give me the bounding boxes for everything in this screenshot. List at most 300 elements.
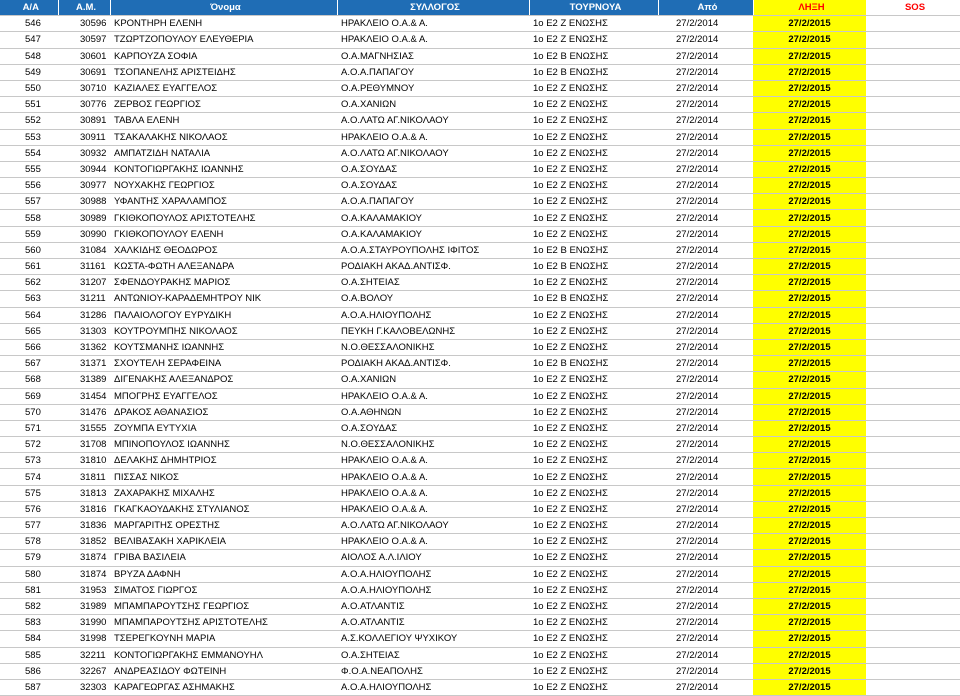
row-aa: 578 [0, 534, 58, 550]
row-club: Ο.Α.ΒΟΛΟΥ [337, 291, 529, 307]
table-row [0, 372, 960, 388]
row-from: 27/2/2014 [658, 420, 753, 436]
table-row [0, 129, 960, 145]
row-club: ΗΡΑΚΛΕΙΟ Ο.Α.& Α. [337, 469, 529, 485]
row-name: ΒΡΥΖΑ ΔΑΦΝΗ [110, 566, 337, 582]
row-name: ΑΝΔΡΕΑΣΙΔΟΥ ΦΩΤΕΙΝΗ [110, 663, 337, 679]
row-am: 32303 [58, 679, 110, 695]
row-name: ΜΑΡΓΑΡΙΤΗΣ ΟΡΕΣΤΗΣ [110, 518, 337, 534]
row-from: 27/2/2014 [658, 129, 753, 145]
row-am: 31953 [58, 582, 110, 598]
row-expiry: 27/2/2015 [753, 566, 866, 582]
row-sos [866, 226, 960, 242]
row-club: ΡΟΔΙΑΚΗ ΑΚΑΔ.ΑΝΤΙΣΦ. [337, 259, 529, 275]
row-aa: 557 [0, 194, 58, 210]
row-name: ΔΕΛΑΚΗΣ ΔΗΜΗΤΡΙΟΣ [110, 453, 337, 469]
row-name: ΖΑΧΑΡΑΚΗΣ ΜΙΧΑΛΗΣ [110, 485, 337, 501]
row-sos [866, 372, 960, 388]
row-aa: 576 [0, 501, 58, 517]
row-sos [866, 679, 960, 695]
table-row [0, 64, 960, 80]
row-sos [866, 501, 960, 517]
row-am: 31555 [58, 420, 110, 436]
row-aa: 558 [0, 210, 58, 226]
table-row [0, 97, 960, 113]
row-sos [866, 566, 960, 582]
table-row [0, 275, 960, 291]
row-sos [866, 178, 960, 194]
row-am: 30891 [58, 113, 110, 129]
row-am: 31303 [58, 323, 110, 339]
row-expiry: 27/2/2015 [753, 113, 866, 129]
row-club: ΗΡΑΚΛΕΙΟ Ο.Α.& Α. [337, 32, 529, 48]
row-tournament: 1ο Ε2 Ζ ΕΝΩΣΗΣ [529, 469, 658, 485]
row-sos [866, 48, 960, 64]
row-from: 27/2/2014 [658, 647, 753, 663]
row-name: ΓΚΑΓΚΑΟΥΔΑΚΗΣ ΣΤΥΛΙΑΝΟΣ [110, 501, 337, 517]
row-expiry: 27/2/2015 [753, 420, 866, 436]
table-row [0, 582, 960, 598]
table-row [0, 339, 960, 355]
row-club: Α.Ο.Α.ΗΛΙΟΥΠΟΛΗΣ [337, 307, 529, 323]
table-row [0, 566, 960, 582]
row-tournament: 1ο Ε2 Ζ ΕΝΩΣΗΣ [529, 518, 658, 534]
row-name: ΥΦΑΝΤΗΣ ΧΑΡΑΛΑΜΠΟΣ [110, 194, 337, 210]
row-club: Α.Ο.Α.ΗΛΙΟΥΠΟΛΗΣ [337, 566, 529, 582]
row-expiry: 27/2/2015 [753, 64, 866, 80]
table-row [0, 16, 960, 32]
row-am: 31476 [58, 404, 110, 420]
table-row [0, 679, 960, 695]
row-aa: 580 [0, 566, 58, 582]
row-club: Ο.Α.ΧΑΝΙΩΝ [337, 97, 529, 113]
row-am: 31811 [58, 469, 110, 485]
row-aa: 587 [0, 679, 58, 695]
row-expiry: 27/2/2015 [753, 469, 866, 485]
row-club: Α.Ο.ΑΤΛΑΝΤΙΣ [337, 598, 529, 614]
row-from: 27/2/2014 [658, 113, 753, 129]
row-tournament: 1ο Ε2 Ζ ΕΝΩΣΗΣ [529, 437, 658, 453]
row-from: 27/2/2014 [658, 64, 753, 80]
header-from: Από [658, 0, 753, 16]
row-name: ΚΑΖΙΑΛΕΣ ΕΥΑΓΓΕΛΟΣ [110, 80, 337, 96]
row-aa: 547 [0, 32, 58, 48]
row-name: ΜΠΟΓΡΗΣ ΕΥΑΓΓΕΛΟΣ [110, 388, 337, 404]
row-from: 27/2/2014 [658, 16, 753, 32]
table-row [0, 32, 960, 48]
row-aa: 573 [0, 453, 58, 469]
row-from: 27/2/2014 [658, 404, 753, 420]
table-row [0, 550, 960, 566]
row-sos [866, 80, 960, 96]
table-row [0, 178, 960, 194]
row-name: ΣΙΜΑΤΟΣ ΓΙΩΡΓΟΣ [110, 582, 337, 598]
row-club: Α.Ο.Α.ΣΤΑΥΡΟΥΠΟΛΗΣ ΙΦΙΤΟΣ [337, 242, 529, 258]
row-name: ΔΙΓΕΝΑΚΗΣ ΑΛΕΞΑΝΔΡΟΣ [110, 372, 337, 388]
row-club: ΗΡΑΚΛΕΙΟ Ο.Α.& Α. [337, 16, 529, 32]
row-am: 30977 [58, 178, 110, 194]
row-name: ΚΡΟΝΤΗΡΗ ΕΛΕΝΗ [110, 16, 337, 32]
row-from: 27/2/2014 [658, 210, 753, 226]
row-club: ΗΡΑΚΛΕΙΟ Ο.Α.& Α. [337, 388, 529, 404]
row-expiry: 27/2/2015 [753, 145, 866, 161]
row-aa: 571 [0, 420, 58, 436]
row-sos [866, 275, 960, 291]
row-tournament: 1ο Ε2 Ζ ΕΝΩΣΗΣ [529, 647, 658, 663]
table-row [0, 80, 960, 96]
row-club: Α.Ο.ΑΤΛΑΝΤΙΣ [337, 615, 529, 631]
row-tournament: 1ο Ε2 Β ΕΝΩΣΗΣ [529, 48, 658, 64]
row-am: 31874 [58, 550, 110, 566]
row-tournament: 1ο Ε2 Ζ ΕΝΩΣΗΣ [529, 420, 658, 436]
row-tournament: 1ο Ε2 Ζ ΕΝΩΣΗΣ [529, 323, 658, 339]
row-tournament: 1ο Ε2 Β ΕΝΩΣΗΣ [529, 259, 658, 275]
row-from: 27/2/2014 [658, 501, 753, 517]
row-from: 27/2/2014 [658, 242, 753, 258]
row-from: 27/2/2014 [658, 388, 753, 404]
row-from: 27/2/2014 [658, 485, 753, 501]
row-expiry: 27/2/2015 [753, 323, 866, 339]
row-club: ΗΡΑΚΛΕΙΟ Ο.Α.& Α. [337, 129, 529, 145]
row-sos [866, 16, 960, 32]
row-name: ΚΟΝΤΟΓΙΩΡΓΑΚΗΣ ΙΩΑΝΝΗΣ [110, 161, 337, 177]
row-tournament: 1ο Ε2 Ζ ΕΝΩΣΗΣ [529, 615, 658, 631]
row-am: 31161 [58, 259, 110, 275]
row-tournament: 1ο Ε2 Ζ ΕΝΩΣΗΣ [529, 453, 658, 469]
row-aa: 556 [0, 178, 58, 194]
row-aa: 574 [0, 469, 58, 485]
table-row [0, 242, 960, 258]
row-am: 30597 [58, 32, 110, 48]
row-aa: 554 [0, 145, 58, 161]
row-sos [866, 307, 960, 323]
table-row [0, 404, 960, 420]
row-club: Ν.Ο.ΘΕΣΣΑΛΟΝΙΚΗΣ [337, 339, 529, 355]
row-from: 27/2/2014 [658, 161, 753, 177]
row-am: 30691 [58, 64, 110, 80]
row-tournament: 1ο Ε2 Ζ ΕΝΩΣΗΣ [529, 129, 658, 145]
row-am: 30710 [58, 80, 110, 96]
row-am: 31389 [58, 372, 110, 388]
row-tournament: 1ο Ε2 Ζ ΕΝΩΣΗΣ [529, 80, 658, 96]
row-name: ΓΚΙΘΚΟΠΟΥΛΟΣ ΑΡΙΣΤΟΤΕΛΗΣ [110, 210, 337, 226]
row-am: 30596 [58, 16, 110, 32]
row-name: ΑΝΤΩΝΙΟΥ-ΚΑΡΑΔΕΜΗΤΡΟΥ ΝΙΚ [110, 291, 337, 307]
row-from: 27/2/2014 [658, 550, 753, 566]
row-sos [866, 259, 960, 275]
row-am: 31286 [58, 307, 110, 323]
row-aa: 585 [0, 647, 58, 663]
row-name: ΠΑΛΑΙΟΛΟΓΟΥ ΕΥΡΥΔΙΚΗ [110, 307, 337, 323]
row-expiry: 27/2/2015 [753, 48, 866, 64]
row-club: ΗΡΑΚΛΕΙΟ Ο.Α.& Α. [337, 485, 529, 501]
row-sos [866, 404, 960, 420]
row-sos [866, 194, 960, 210]
row-name: ΧΑΛΚΙΔΗΣ ΘΕΟΔΩΡΟΣ [110, 242, 337, 258]
row-am: 30944 [58, 161, 110, 177]
table-row [0, 518, 960, 534]
row-aa: 583 [0, 615, 58, 631]
row-tournament: 1ο Ε2 Ζ ΕΝΩΣΗΣ [529, 113, 658, 129]
row-sos [866, 598, 960, 614]
row-name: ΜΠΑΜΠΑΡΟΥΤΣΗΣ ΓΕΩΡΓΙΟΣ [110, 598, 337, 614]
row-aa: 550 [0, 80, 58, 96]
row-sos [866, 388, 960, 404]
row-from: 27/2/2014 [658, 275, 753, 291]
row-from: 27/2/2014 [658, 339, 753, 355]
row-tournament: 1ο Ε2 Ζ ΕΝΩΣΗΣ [529, 534, 658, 550]
row-sos [866, 145, 960, 161]
row-tournament: 1ο Ε2 Ζ ΕΝΩΣΗΣ [529, 145, 658, 161]
row-expiry: 27/2/2015 [753, 501, 866, 517]
table-row [0, 113, 960, 129]
row-tournament: 1ο Ε2 Ζ ΕΝΩΣΗΣ [529, 388, 658, 404]
row-club: Ο.Α.ΑΘΗΝΩΝ [337, 404, 529, 420]
row-from: 27/2/2014 [658, 307, 753, 323]
row-sos [866, 663, 960, 679]
row-sos [866, 97, 960, 113]
row-expiry: 27/2/2015 [753, 647, 866, 663]
table-row [0, 323, 960, 339]
row-am: 31998 [58, 631, 110, 647]
row-name: ΤΣΑΚΑΛΑΚΗΣ ΝΙΚΟΛΑΟΣ [110, 129, 337, 145]
row-tournament: 1ο Ε2 Ζ ΕΝΩΣΗΣ [529, 631, 658, 647]
row-aa: 562 [0, 275, 58, 291]
row-expiry: 27/2/2015 [753, 339, 866, 355]
row-sos [866, 469, 960, 485]
row-tournament: 1ο Ε2 Ζ ΕΝΩΣΗΣ [529, 97, 658, 113]
row-am: 30988 [58, 194, 110, 210]
row-tournament: 1ο Ε2 Ζ ΕΝΩΣΗΣ [529, 582, 658, 598]
row-expiry: 27/2/2015 [753, 404, 866, 420]
row-am: 31836 [58, 518, 110, 534]
row-name: ΓΡΙΒΑ ΒΑΣΙΛΕΙΑ [110, 550, 337, 566]
row-aa: 549 [0, 64, 58, 80]
row-club: Ο.Α.ΣΟΥΔΑΣ [337, 161, 529, 177]
table-row [0, 647, 960, 663]
row-from: 27/2/2014 [658, 97, 753, 113]
table-row [0, 437, 960, 453]
row-aa: 553 [0, 129, 58, 145]
row-sos [866, 437, 960, 453]
row-from: 27/2/2014 [658, 372, 753, 388]
row-tournament: 1ο Ε2 Ζ ΕΝΩΣΗΣ [529, 275, 658, 291]
row-tournament: 1ο Ε2 Ζ ΕΝΩΣΗΣ [529, 178, 658, 194]
row-sos [866, 550, 960, 566]
row-sos [866, 291, 960, 307]
row-sos [866, 615, 960, 631]
row-from: 27/2/2014 [658, 663, 753, 679]
row-tournament: 1ο Ε2 Ζ ΕΝΩΣΗΣ [529, 679, 658, 695]
row-aa: 568 [0, 372, 58, 388]
row-from: 27/2/2014 [658, 226, 753, 242]
row-am: 31852 [58, 534, 110, 550]
row-name: ΓΚΙΘΚΟΠΟΥΛΟΥ ΕΛΕΝΗ [110, 226, 337, 242]
row-expiry: 27/2/2015 [753, 161, 866, 177]
row-name: ΚΟΝΤΟΓΙΩΡΓΑΚΗΣ ΕΜΜΑΝΟΥΗΛ [110, 647, 337, 663]
row-from: 27/2/2014 [658, 80, 753, 96]
header-row [0, 0, 960, 16]
row-from: 27/2/2014 [658, 566, 753, 582]
row-tournament: 1ο Ε2 Ζ ΕΝΩΣΗΣ [529, 339, 658, 355]
row-tournament: 1ο Ε2 Ζ ΕΝΩΣΗΣ [529, 372, 658, 388]
row-from: 27/2/2014 [658, 323, 753, 339]
row-expiry: 27/2/2015 [753, 679, 866, 695]
row-expiry: 27/2/2015 [753, 663, 866, 679]
header-name: Όνομα [110, 0, 337, 16]
row-aa: 559 [0, 226, 58, 242]
row-am: 30989 [58, 210, 110, 226]
row-sos [866, 161, 960, 177]
row-from: 27/2/2014 [658, 615, 753, 631]
row-aa: 567 [0, 356, 58, 372]
table-row [0, 194, 960, 210]
row-expiry: 27/2/2015 [753, 388, 866, 404]
row-tournament: 1ο Ε2 Ζ ΕΝΩΣΗΣ [529, 501, 658, 517]
row-name: ΔΡΑΚΟΣ ΑΘΑΝΑΣΙΟΣ [110, 404, 337, 420]
table-row [0, 356, 960, 372]
row-aa: 551 [0, 97, 58, 113]
row-from: 27/2/2014 [658, 679, 753, 695]
row-expiry: 27/2/2015 [753, 259, 866, 275]
row-sos [866, 582, 960, 598]
row-am: 31211 [58, 291, 110, 307]
row-expiry: 27/2/2015 [753, 291, 866, 307]
row-sos [866, 485, 960, 501]
row-club: Ο.Α.ΣΟΥΔΑΣ [337, 178, 529, 194]
row-from: 27/2/2014 [658, 631, 753, 647]
row-am: 31810 [58, 453, 110, 469]
row-sos [866, 64, 960, 80]
row-club: ΑΙΟΛΟΣ Α.Λ.ΙΛΙΟΥ [337, 550, 529, 566]
row-tournament: 1ο Ε2 Ζ ΕΝΩΣΗΣ [529, 161, 658, 177]
row-expiry: 27/2/2015 [753, 615, 866, 631]
row-expiry: 27/2/2015 [753, 275, 866, 291]
row-am: 31813 [58, 485, 110, 501]
row-am: 31874 [58, 566, 110, 582]
row-expiry: 27/2/2015 [753, 485, 866, 501]
row-expiry: 27/2/2015 [753, 598, 866, 614]
row-sos [866, 210, 960, 226]
row-expiry: 27/2/2015 [753, 534, 866, 550]
row-tournament: 1ο Ε2 Ζ ΕΝΩΣΗΣ [529, 566, 658, 582]
row-club: Α.Ο.Α.ΗΛΙΟΥΠΟΛΗΣ [337, 582, 529, 598]
row-name: ΚΟΥΤΣΜΑΝΗΣ ΙΩΑΝΝΗΣ [110, 339, 337, 355]
row-sos [866, 323, 960, 339]
row-expiry: 27/2/2015 [753, 32, 866, 48]
row-aa: 577 [0, 518, 58, 534]
table-row [0, 420, 960, 436]
row-name: ΚΩΣΤΑ-ΦΩΤΗ ΑΛΕΞΑΝΔΡΑ [110, 259, 337, 275]
row-name: ΑΜΠΑΤΖΙΔΗ ΝΑΤΑΛΙΑ [110, 145, 337, 161]
row-expiry: 27/2/2015 [753, 210, 866, 226]
row-name: ΤΖΩΡΤΖΟΠΟΥΛΟΥ ΕΛΕΥΘΕΡΙΑ [110, 32, 337, 48]
row-sos [866, 32, 960, 48]
table-row [0, 501, 960, 517]
table-row [0, 631, 960, 647]
row-expiry: 27/2/2015 [753, 307, 866, 323]
row-club: Α.Ο.ΛΑΤΩ ΑΓ.ΝΙΚΟΛΑΟΥ [337, 113, 529, 129]
row-tournament: 1ο Ε2 Β ΕΝΩΣΗΣ [529, 356, 658, 372]
row-club: Α.Ο.ΛΑΤΩ ΑΓ.ΝΙΚΟΛΑΟΥ [337, 518, 529, 534]
row-tournament: 1ο Ε2 Β ΕΝΩΣΗΣ [529, 64, 658, 80]
row-aa: 560 [0, 242, 58, 258]
row-name: ΠΙΣΣΑΣ ΝΙΚΟΣ [110, 469, 337, 485]
row-sos [866, 518, 960, 534]
row-from: 27/2/2014 [658, 145, 753, 161]
row-am: 30776 [58, 97, 110, 113]
row-expiry: 27/2/2015 [753, 550, 866, 566]
row-aa: 561 [0, 259, 58, 275]
table-row [0, 598, 960, 614]
row-aa: 581 [0, 582, 58, 598]
row-aa: 570 [0, 404, 58, 420]
row-from: 27/2/2014 [658, 469, 753, 485]
row-am: 31084 [58, 242, 110, 258]
row-aa: 586 [0, 663, 58, 679]
row-club: Ο.Α.ΜΑΓΝΗΣΙΑΣ [337, 48, 529, 64]
row-tournament: 1ο Ε2 Ζ ΕΝΩΣΗΣ [529, 210, 658, 226]
row-club: Ο.Α.ΡΕΘΥΜΝΟΥ [337, 80, 529, 96]
row-aa: 584 [0, 631, 58, 647]
table-row [0, 534, 960, 550]
row-tournament: 1ο Ε2 Β ΕΝΩΣΗΣ [529, 291, 658, 307]
row-from: 27/2/2014 [658, 356, 753, 372]
row-club: ΠΕΥΚΗ Γ.ΚΑΛΟΒΕΛΩΝΗΣ [337, 323, 529, 339]
row-name: ΣΧΟΥΤΕΛΗ ΣΕΡΑΦΕΙΝΑ [110, 356, 337, 372]
row-club: ΗΡΑΚΛΕΙΟ Ο.Α.& Α. [337, 534, 529, 550]
row-aa: 564 [0, 307, 58, 323]
row-name: ΚΑΡΑΓΕΩΡΓΑΣ ΑΣΗΜΑΚΗΣ [110, 679, 337, 695]
row-am: 31362 [58, 339, 110, 355]
row-club: Α.Ο.Α.ΠΑΠΑΓΟΥ [337, 64, 529, 80]
row-club: Α.Ο.Α.ΗΛΙΟΥΠΟΛΗΣ [337, 679, 529, 695]
row-aa: 552 [0, 113, 58, 129]
header-aa: Α/Α [0, 0, 58, 16]
row-tournament: 1ο Ε2 Ζ ΕΝΩΣΗΣ [529, 550, 658, 566]
row-am: 31816 [58, 501, 110, 517]
row-from: 27/2/2014 [658, 178, 753, 194]
row-tournament: 1ο Ε2 Ζ ΕΝΩΣΗΣ [529, 663, 658, 679]
row-am: 31371 [58, 356, 110, 372]
row-am: 31207 [58, 275, 110, 291]
row-expiry: 27/2/2015 [753, 80, 866, 96]
row-tournament: 1ο Ε2 Ζ ΕΝΩΣΗΣ [529, 404, 658, 420]
row-club: Ο.Α.ΣΗΤΕΙΑΣ [337, 275, 529, 291]
row-sos [866, 113, 960, 129]
row-from: 27/2/2014 [658, 291, 753, 307]
row-expiry: 27/2/2015 [753, 97, 866, 113]
row-expiry: 27/2/2015 [753, 631, 866, 647]
row-club: Ο.Α.ΚΑΛΑΜΑΚΙΟΥ [337, 210, 529, 226]
row-expiry: 27/2/2015 [753, 372, 866, 388]
row-name: ΤΣΕΡΕΓΚΟΥΝΗ ΜΑΡΙΑ [110, 631, 337, 647]
row-club: Α.Ο.Α.ΠΑΠΑΓΟΥ [337, 194, 529, 210]
row-from: 27/2/2014 [658, 582, 753, 598]
row-club: ΡΟΔΙΑΚΗ ΑΚΑΔ.ΑΝΤΙΣΦ. [337, 356, 529, 372]
row-aa: 546 [0, 16, 58, 32]
row-aa: 566 [0, 339, 58, 355]
table-row [0, 259, 960, 275]
row-am: 30990 [58, 226, 110, 242]
table-body [0, 16, 960, 696]
table-row [0, 388, 960, 404]
row-tournament: 1ο Ε2 Ζ ΕΝΩΣΗΣ [529, 307, 658, 323]
row-club: Α.Ο.ΛΑΤΩ ΑΓ.ΝΙΚΟΛΑΟΥ [337, 145, 529, 161]
row-expiry: 27/2/2015 [753, 16, 866, 32]
table-row [0, 663, 960, 679]
row-aa: 569 [0, 388, 58, 404]
